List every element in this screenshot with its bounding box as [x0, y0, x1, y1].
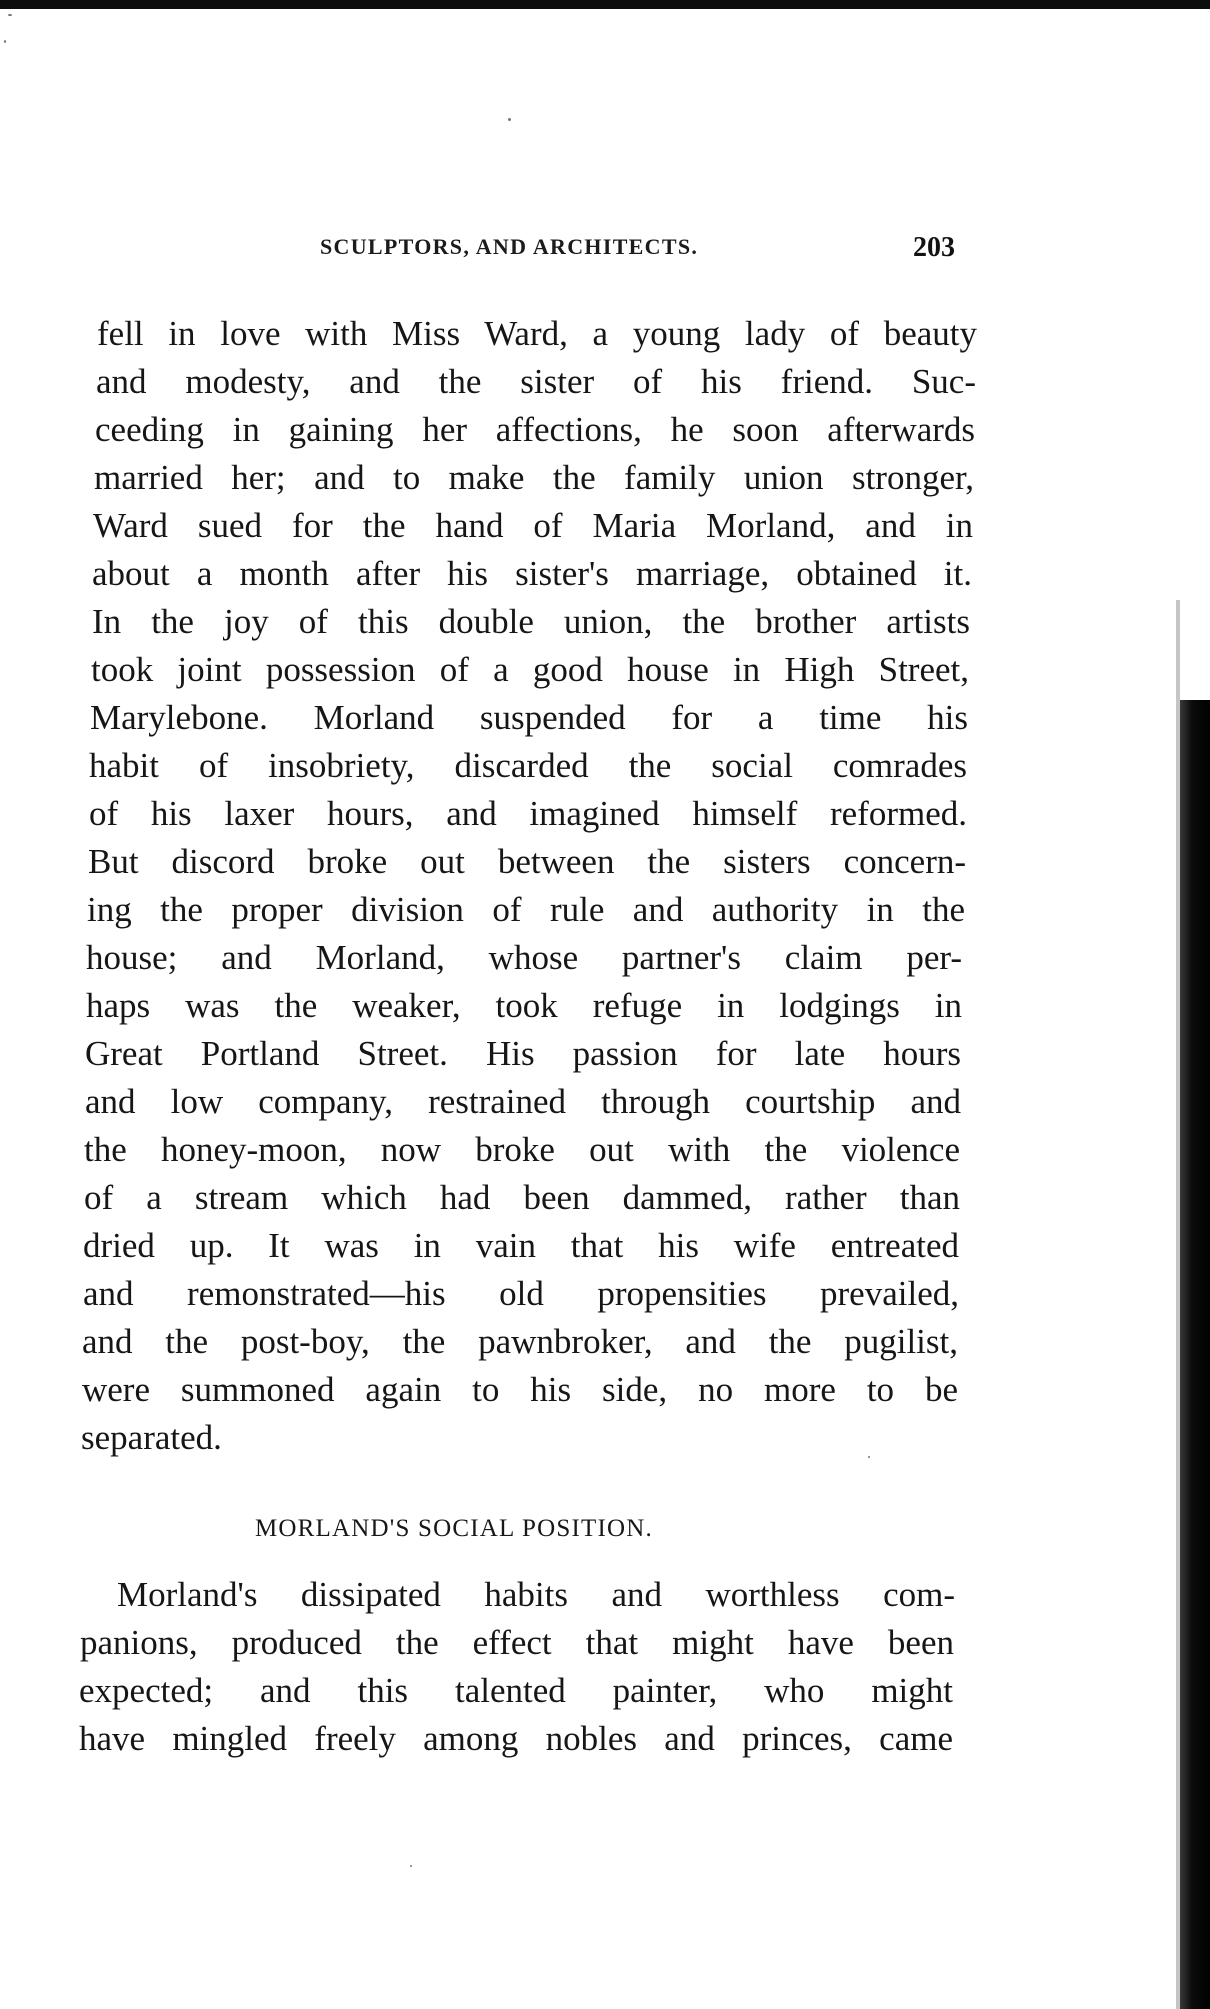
text-line: Great Portland Street. His passion for late hours	[85, 1034, 961, 1073]
text-line: of his laxer hours, and imagined himself reformed.	[89, 794, 967, 833]
scan-speck	[8, 14, 12, 16]
text-line: Ward sued for the hand of Maria Morland, and in	[93, 506, 973, 545]
text-line: But discord broke out between the sisters concern-	[88, 842, 966, 881]
text-line: of a stream which had been dammed, rather than	[84, 1178, 960, 1217]
scan-speck	[868, 1456, 870, 1458]
text-line: haps was the weaker, took refuge in lodgings in	[86, 986, 962, 1025]
scan-speck	[508, 118, 511, 121]
text-line: expected; and this talented painter, who might	[79, 1671, 953, 1710]
text-line: were summoned again to his side, no more to be	[82, 1370, 958, 1409]
text-line: Morland's dissipated habits and worthless com-	[117, 1575, 955, 1614]
text-line: and low company, restrained through courtship and	[85, 1082, 961, 1121]
text-line: have mingled freely among nobles and princes, came	[79, 1719, 953, 1758]
text-line: house; and Morland, whose partner's claim per-	[86, 938, 962, 977]
text-line: married her; and to make the family union stronger,	[94, 458, 974, 497]
text-line: the honey-moon, now broke out with the violence	[84, 1130, 960, 1169]
text-line: fell in love with Miss Ward, a young lady of beauty	[97, 314, 977, 353]
text-line: ceeding in gaining her affections, he soon afterwards	[95, 410, 975, 449]
page-number: 203	[913, 232, 955, 263]
scan-top-border	[0, 0, 1210, 9]
text-line: ing the proper division of rule and authority in the	[87, 890, 965, 929]
text-line: and remonstrated—his old propensities prevailed,	[83, 1274, 959, 1313]
text-line: and the post-boy, the pawnbroker, and the pugilist,	[82, 1322, 958, 1361]
text-line: about a month after his sister's marriage, obtained it.	[92, 554, 972, 593]
scan-right-border	[1180, 700, 1210, 2009]
text-line: and modesty, and the sister of his friend. Suc-	[96, 362, 976, 401]
text-line: habit of insobriety, discarded the social comrades	[89, 746, 967, 785]
text-line: In the joy of this double union, the brother artists	[92, 602, 970, 641]
scan-speck	[410, 1865, 412, 1867]
text-line: separated.	[81, 1418, 222, 1457]
text-line: took joint possession of a good house in High Street,	[91, 650, 969, 689]
text-line: Marylebone. Morland suspended for a time his	[90, 698, 968, 737]
running-head: SCULPTORS, AND ARCHITECTS.	[320, 234, 699, 259]
section-heading: MORLAND'S SOCIAL POSITION.	[255, 1515, 653, 1542]
text-line: panions, produced the effect that might have been	[80, 1623, 954, 1662]
scan-speck	[4, 40, 6, 43]
text-line: dried up. It was in vain that his wife entreated	[83, 1226, 959, 1265]
